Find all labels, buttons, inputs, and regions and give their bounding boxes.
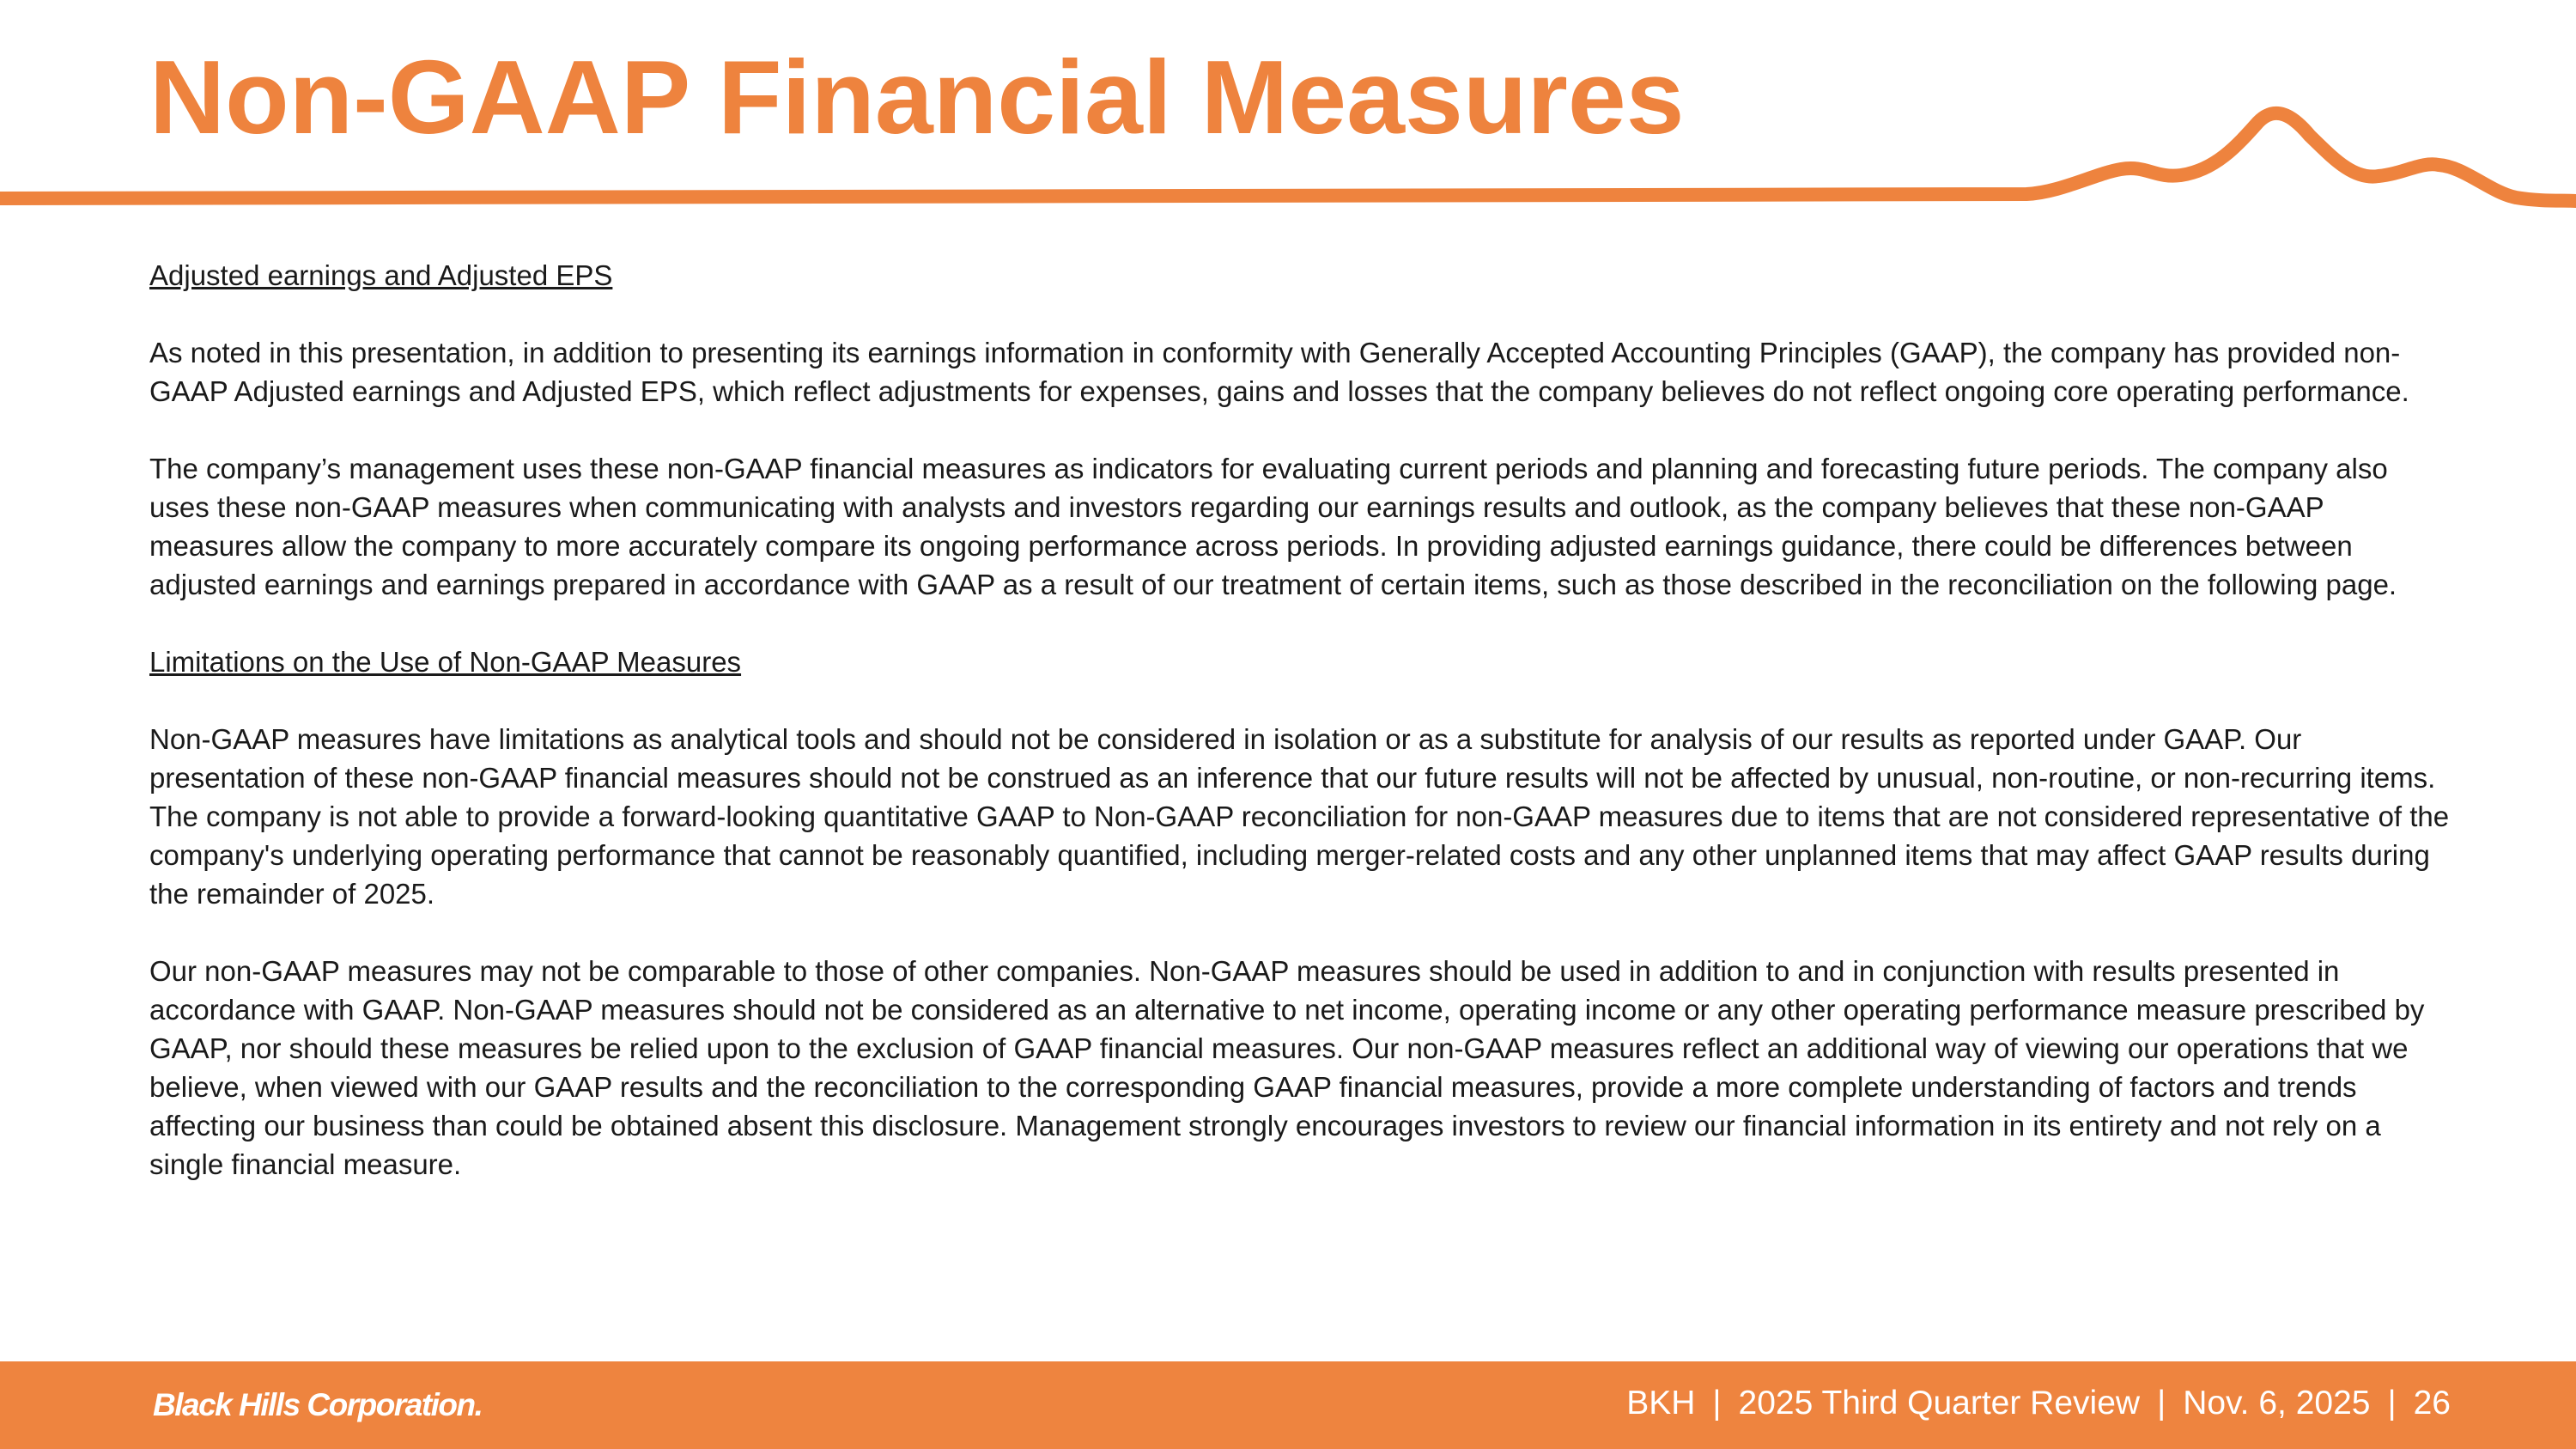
footer-ticker: BKH	[1626, 1385, 1696, 1422]
section-heading-adjusted-earnings: Adjusted earnings and Adjusted EPS	[149, 259, 613, 291]
footer-date: Nov. 6, 2025	[2183, 1385, 2371, 1422]
footer-separator: |	[2387, 1385, 2397, 1422]
footer-separator: |	[2157, 1385, 2166, 1422]
page-number: 26	[2413, 1385, 2451, 1422]
paragraph-comparability: Our non-GAAP measures may not be comparable to those of other companies. Non-GAAP measures should be used in addition to and in conjunction with results presented in accordance with GAAP. Non-GAAP measures should not be considered as an alternative to net income, operating income or any other operating performance measure prescribed by GAAP, nor should these measures be relied upon to the exclusion of GAAP financial measures. Our non-GAAP measures reflect an additional way of viewing our operations that we believe, when viewed with our GAAP results and the reconciliation to the corresponding GAAP financial measures, provide a more complete understanding of factors and trends affecting our business than could be obtained absent this disclosure. Management strongly encourages investors to review our financial information in its entirety and not rely on a single financial measure.	[149, 955, 2425, 1180]
footer-bar	[0, 1361, 2576, 1449]
paragraph-limitations: Non-GAAP measures have limitations as analytical tools and should not be considered in isolation or as a substitute for analysis of our results as reported under GAAP. Our presentation of these non-GAAP financial measures should not be construed as an inference that our future results will not be affected by unusual, non-routine, or non-recurring items. The company is not able to provide a forward-looking quantitative GAAP to Non-GAAP reconciliation for non-GAAP measures due to items that are not considered representative of the company's underlying operating performance that cannot be reasonably quantified, including merger-related costs and any other unplanned items that may affect GAAP results during the remainder of 2025.	[149, 723, 2450, 910]
footer-info	[1626, 1382, 2451, 1425]
paragraph-intro: As noted in this presentation, in addition to presenting its earnings information in conformity with Generally Accepted Accounting Principles (GAAP), the company has provided non-GAAP Adjusted earnings and Adjusted EPS, which reflect adjustments for expenses, gains and losses that the company believes do not reflect ongoing core operating performance.	[149, 337, 2409, 407]
section-heading-limitations: Limitations on the Use of Non-GAAP Measures	[149, 646, 742, 678]
paragraph-management-use: The company’s management uses these non-GAAP financial measures as indicators for evaluating current periods and planning and forecasting future periods. The company also uses these non-GAAP measures when communicating with analysts and investors regarding our earnings results and outlook, as the company believes that these non-GAAP measures allow the company to more accurately compare its ongoing performance across periods. In providing adjusted earnings guidance, there could be differences between adjusted earnings and earnings prepared in accordance with GAAP as a result of our treatment of certain items, such as those described in the reconciliation on the following page.	[149, 453, 2397, 600]
disclosure-content	[149, 256, 2451, 1222]
footer-separator: |	[1712, 1385, 1722, 1422]
footer-event: 2025 Third Quarter Review	[1738, 1385, 2141, 1422]
company-logo: Black Hills Corporation.	[153, 1387, 483, 1422]
page-title: Non-GAAP Financial Measures	[149, 39, 1685, 155]
mountain-ridge-line	[0, 103, 2576, 223]
